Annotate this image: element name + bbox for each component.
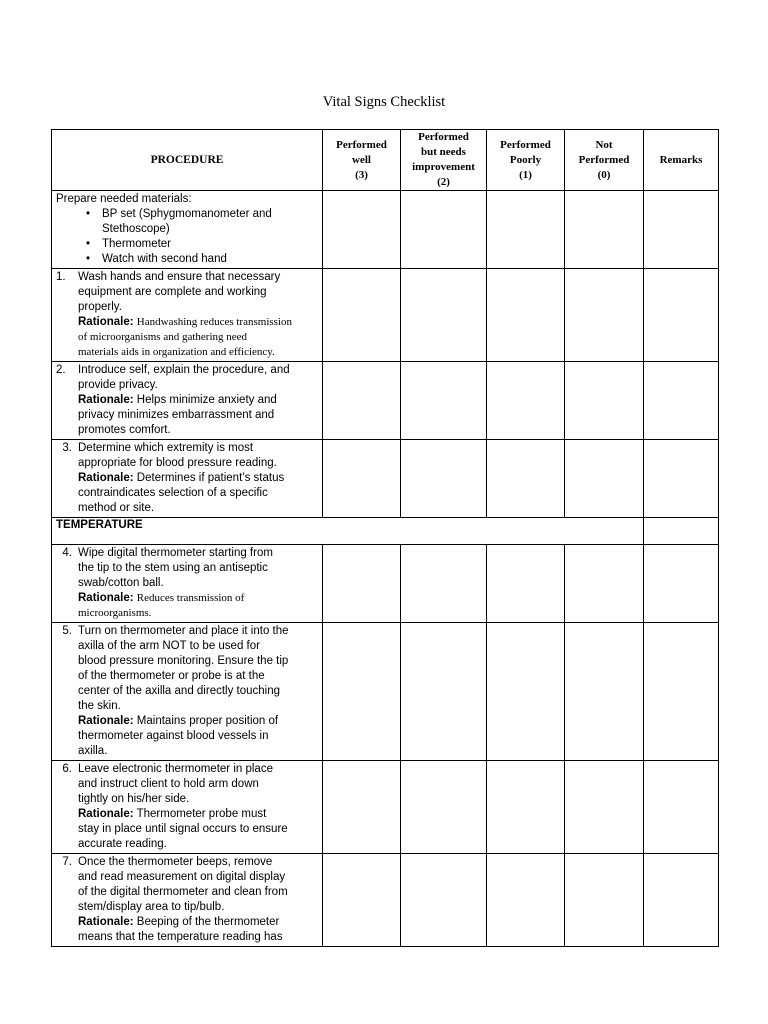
- section-row: [52, 518, 719, 545]
- remarks-cell[interactable]: [644, 518, 719, 545]
- list-item: [56, 237, 318, 252]
- table-row: [52, 362, 719, 440]
- header-performed-poorly: [487, 130, 565, 191]
- rationale-label: Rationale:: [78, 916, 134, 928]
- header-line: Not: [595, 138, 613, 151]
- score-cell[interactable]: [323, 191, 401, 269]
- remarks-cell[interactable]: [644, 440, 719, 518]
- procedure-cell: [52, 545, 323, 623]
- rationale-text: promotes comfort.: [78, 424, 171, 436]
- score-cell[interactable]: [401, 440, 487, 518]
- table-row: [52, 854, 719, 947]
- score-cell[interactable]: [487, 761, 565, 854]
- step-line: and instruct client to hold arm down: [78, 778, 259, 790]
- step-line: the tip to the stem using an antiseptic: [78, 562, 268, 574]
- score-cell[interactable]: [487, 269, 565, 362]
- list-item: [56, 252, 318, 267]
- prep-intro: Prepare needed materials:: [56, 193, 192, 205]
- rationale-text: Thermometer probe must: [136, 808, 267, 820]
- remarks-cell[interactable]: [644, 362, 719, 440]
- bullet-icon: •: [85, 253, 90, 265]
- remarks-cell[interactable]: [644, 545, 719, 623]
- rationale-label: Rationale:: [78, 808, 134, 820]
- score-cell[interactable]: [323, 440, 401, 518]
- remarks-cell[interactable]: [644, 761, 719, 854]
- checklist-table: [51, 129, 719, 947]
- table-row: [52, 191, 719, 269]
- step-line: axilla of the arm NOT to be used for: [78, 640, 260, 652]
- step-number: 1.: [56, 271, 66, 283]
- step-line: Determine which extremity is most: [78, 442, 254, 454]
- section-cell: [52, 518, 644, 545]
- rationale-text: materials aids in organization and efficiency.: [78, 346, 275, 358]
- step-line: blood pressure monitoring. Ensure the tip: [78, 655, 289, 667]
- step-number: 7.: [62, 856, 72, 868]
- rationale-text: means that the temperature reading has: [78, 931, 283, 943]
- step-line: the skin.: [78, 700, 121, 712]
- header-line: well: [352, 153, 371, 166]
- score-cell[interactable]: [323, 761, 401, 854]
- procedure-cell: [52, 362, 323, 440]
- rationale-text: microorganisms.: [78, 607, 152, 619]
- procedure-cell: [52, 761, 323, 854]
- table-row: [52, 623, 719, 761]
- step-line: Once the thermometer beeps, remove: [78, 856, 273, 868]
- step-line: tightly on his/her side.: [78, 793, 190, 805]
- score-cell[interactable]: [323, 269, 401, 362]
- rationale-text: thermometer against blood vessels in: [78, 730, 269, 742]
- step-line: properly.: [78, 301, 122, 313]
- score-cell[interactable]: [565, 545, 644, 623]
- remarks-cell[interactable]: [644, 269, 719, 362]
- score-cell[interactable]: [323, 623, 401, 761]
- score-cell[interactable]: [565, 623, 644, 761]
- item-text: Watch with second hand: [102, 253, 227, 265]
- step-line: appropriate for blood pressure reading.: [78, 457, 277, 469]
- header-line: Performed: [578, 153, 630, 166]
- score-cell[interactable]: [487, 191, 565, 269]
- rationale-text: Maintains proper position of: [136, 715, 279, 727]
- rationale-text: method or site.: [78, 502, 155, 514]
- table-row: [52, 440, 719, 518]
- step-number: 5.: [62, 625, 72, 637]
- step-line: center of the axilla and directly touching: [78, 685, 281, 697]
- rationale-text: Handwashing reduces transmission: [136, 316, 292, 328]
- rationale-text: axilla.: [78, 745, 108, 757]
- section-title-temperature: TEMPERATURE: [56, 519, 143, 531]
- rationale-text: of microorganisms and gathering need: [78, 331, 248, 343]
- score-cell[interactable]: [323, 362, 401, 440]
- item-text: Stethoscope): [102, 223, 170, 235]
- header-needs-improvement: [401, 130, 487, 191]
- score-cell[interactable]: [401, 191, 487, 269]
- score-cell[interactable]: [401, 269, 487, 362]
- score-cell[interactable]: [487, 362, 565, 440]
- rationale-label: Rationale:: [78, 592, 134, 604]
- step-line: swab/cotton ball.: [78, 577, 164, 589]
- bullet-icon: •: [85, 208, 90, 220]
- remarks-cell[interactable]: [644, 623, 719, 761]
- step-line: of the digital thermometer and clean from: [78, 886, 288, 898]
- score-cell[interactable]: [565, 761, 644, 854]
- score-cell[interactable]: [565, 191, 644, 269]
- step-number: 6.: [62, 763, 72, 775]
- score-cell[interactable]: [401, 761, 487, 854]
- list-item: [56, 207, 318, 237]
- procedure-cell: [52, 191, 323, 269]
- bullet-icon: •: [85, 238, 90, 250]
- step-line: and read measurement on digital display: [78, 871, 286, 883]
- score-cell[interactable]: [487, 545, 565, 623]
- rationale-text: Beeping of the thermometer: [136, 916, 280, 928]
- header-line: Poorly: [509, 153, 542, 166]
- table-row: [52, 545, 719, 623]
- score-cell[interactable]: [565, 440, 644, 518]
- header-performed-well: [323, 130, 401, 191]
- materials-list: [56, 207, 318, 267]
- score-cell[interactable]: [487, 623, 565, 761]
- table-row: [52, 269, 719, 362]
- rationale-label: Rationale:: [78, 316, 134, 328]
- step-line: equipment are complete and working: [78, 286, 267, 298]
- header-line: (3): [355, 168, 368, 181]
- header-line: Performed: [336, 138, 387, 151]
- step-number: 3.: [62, 442, 72, 454]
- score-cell[interactable]: [565, 854, 644, 947]
- page-title: Vital Signs Checklist: [322, 94, 446, 110]
- rationale-label: Rationale:: [78, 472, 134, 484]
- header-line: (0): [597, 168, 611, 181]
- step-line: Wash hands and ensure that necessary: [78, 271, 281, 283]
- score-cell[interactable]: [487, 440, 565, 518]
- remarks-cell[interactable]: [644, 854, 719, 947]
- header-line: but needs: [421, 146, 466, 158]
- step-line: Turn on thermometer and place it into the: [78, 625, 289, 637]
- step-number: 4.: [62, 547, 72, 559]
- procedure-cell: [52, 440, 323, 518]
- score-cell[interactable]: [323, 854, 401, 947]
- header-line: (2): [437, 176, 450, 188]
- rationale-text: stay in place until signal occurs to ensure: [78, 823, 288, 835]
- header-not-performed: [565, 130, 644, 191]
- score-cell[interactable]: [565, 362, 644, 440]
- procedure-cell: [52, 269, 323, 362]
- step-line: Introduce self, explain the procedure, and: [78, 364, 290, 376]
- score-cell[interactable]: [401, 545, 487, 623]
- header-line: Performed: [418, 131, 469, 143]
- header-line: Performed: [500, 138, 551, 151]
- rationale-text: contraindicates selection of a specific: [78, 487, 268, 499]
- item-text: Thermometer: [102, 238, 172, 250]
- remarks-cell[interactable]: [644, 191, 719, 269]
- step-line: stem/display area to tip/bulb.: [78, 901, 225, 913]
- step-line: Leave electronic thermometer in place: [78, 763, 273, 775]
- rationale-text: Helps minimize anxiety and: [136, 394, 277, 406]
- header-line: (1): [519, 168, 532, 181]
- score-cell[interactable]: [487, 854, 565, 947]
- rationale-label: Rationale:: [78, 715, 134, 727]
- rationale-label: Rationale:: [78, 394, 134, 406]
- step-line: provide privacy.: [78, 379, 158, 391]
- score-cell[interactable]: [401, 623, 487, 761]
- rationale-text: Determines if patient’s status: [136, 472, 285, 484]
- item-text: BP set (Sphygmomanometer and: [102, 208, 272, 220]
- rationale-text: privacy minimizes embarrassment and: [78, 409, 275, 421]
- rationale-text: Reduces transmission of: [136, 592, 245, 604]
- procedure-cell: [52, 854, 323, 947]
- header-remarks: Remarks: [644, 130, 719, 191]
- table-row: [52, 761, 719, 854]
- score-cell[interactable]: [401, 854, 487, 947]
- score-cell[interactable]: [565, 269, 644, 362]
- rationale-text: accurate reading.: [78, 838, 167, 850]
- score-cell[interactable]: [401, 362, 487, 440]
- procedure-cell: [52, 623, 323, 761]
- header-row: [52, 130, 719, 191]
- step-line: Wipe digital thermometer starting from: [78, 547, 273, 559]
- header-procedure: PROCEDURE: [52, 130, 323, 191]
- header-line: improvement: [412, 161, 475, 173]
- score-cell[interactable]: [323, 545, 401, 623]
- step-line: of the thermometer or probe is at the: [78, 670, 265, 682]
- step-number: 2.: [56, 364, 66, 376]
